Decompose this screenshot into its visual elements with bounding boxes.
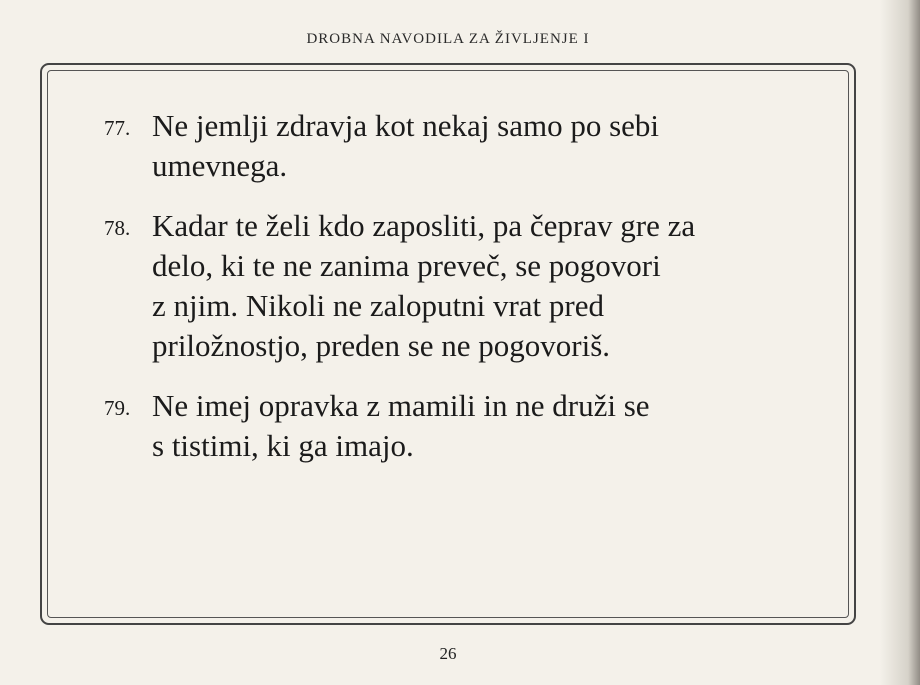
page-number: 26: [439, 644, 457, 663]
item-line: Ne imej opravka z mamili in ne druži se: [152, 388, 650, 423]
advice-item: [104, 386, 744, 466]
item-line: z njim. Nikoli ne zaloputni vrat pred: [152, 288, 604, 323]
item-number: 79.: [104, 396, 131, 420]
item-text: [152, 106, 732, 186]
item-number: 78.: [104, 216, 131, 240]
advice-item: [104, 206, 744, 366]
running-header: DROBNA NAVODILA ZA ŽIVLJENJE I: [306, 31, 590, 47]
item-line: umevnega.: [152, 148, 288, 183]
item-text: [152, 386, 732, 466]
item-line: Kadar te želi kdo zaposliti, pa čeprav gre za: [152, 208, 696, 243]
advice-list: [104, 106, 744, 486]
page-edge-shadow: [880, 0, 920, 685]
item-line: delo, ki te ne zanima preveč, se pogovori: [152, 248, 661, 283]
item-text: [152, 206, 732, 366]
item-line: s tistimi, ki ga imajo.: [152, 428, 414, 463]
item-line: priložnostjo, preden se ne pogovoriš.: [152, 328, 611, 363]
advice-item: [104, 106, 744, 186]
item-number: 77.: [104, 116, 131, 140]
item-line: Ne jemlji zdravja kot nekaj samo po sebi: [152, 108, 660, 143]
